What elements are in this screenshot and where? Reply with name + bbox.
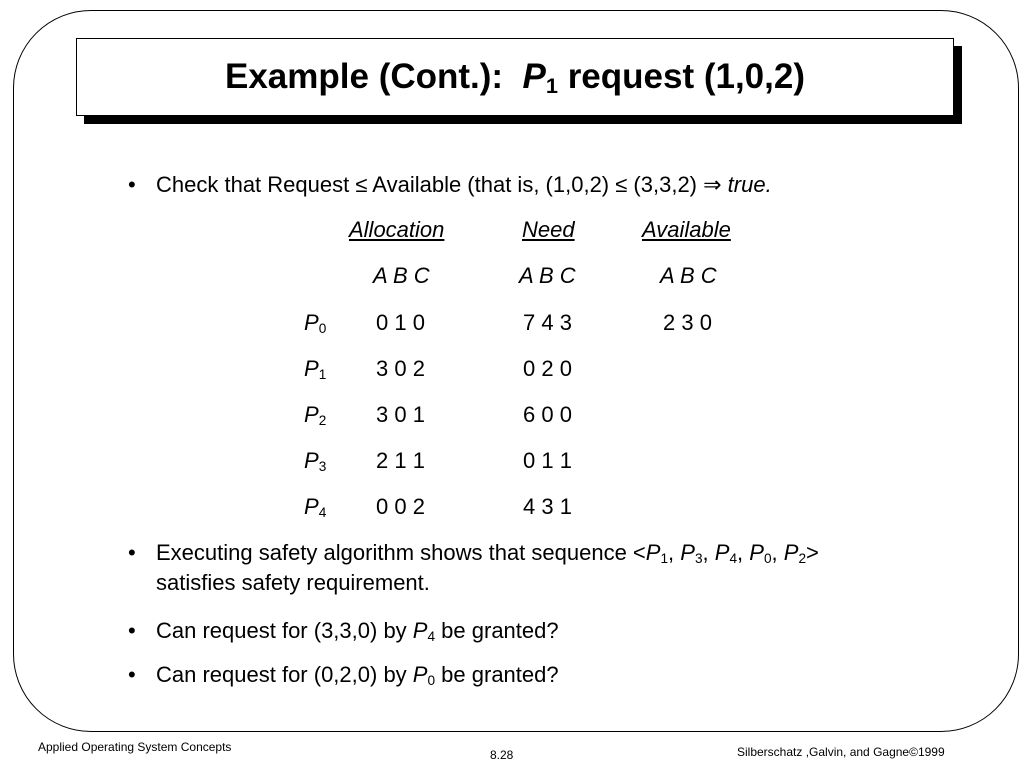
- subheader-need: A B C: [519, 263, 576, 288]
- row-process-p3: $P_3$: [304, 448, 327, 474]
- title-process-sub: 1: [545, 72, 558, 98]
- cell-available-p0: 2 3 0: [663, 310, 712, 335]
- header-need: Need: [522, 217, 575, 242]
- subheader-allocation: A B C: [373, 263, 430, 288]
- bullet-4-text: Can request for (0,2,0) by $P_0$ be granted?: [156, 662, 559, 688]
- header-available: Available: [642, 217, 731, 242]
- title-process: P: [522, 57, 546, 96]
- bullet-marker: •: [128, 172, 136, 197]
- cell-need-p1: 0 2 0: [523, 356, 572, 381]
- bullet-marker: •: [128, 540, 136, 565]
- cell-allocation-p0: 0 1 0: [376, 310, 425, 335]
- footer-right: Silberschatz ,Galvin, and Gagne©1999: [737, 745, 945, 759]
- cell-need-p3: 0 1 1: [523, 448, 572, 473]
- row-process-p4: $P_4$: [304, 494, 327, 520]
- slide-title: [225, 57, 805, 97]
- row-process-p0: $P_0$: [304, 310, 327, 336]
- bullet-marker: •: [128, 618, 136, 643]
- row-process-p1: $P_1$: [304, 356, 327, 382]
- bullet-3-text: Can request for (3,3,0) by $P_4$ be granted?: [156, 618, 559, 644]
- footer-left: Applied Operating System Concepts: [38, 740, 232, 754]
- bullet-1-text: [156, 170, 772, 200]
- bullet-2-line-1: Executing safety algorithm shows that sequence $<P_1$, $P_3$, $P_4$, $P_0$, $P_2>$: [156, 540, 819, 566]
- title-prefix: Example (Cont.):: [225, 57, 504, 96]
- bullet-marker: •: [128, 662, 136, 687]
- footer-page-number: 8.28: [490, 748, 514, 762]
- row-process-p2: $P_2$: [304, 402, 327, 428]
- cell-need-p2: 6 0 0: [523, 402, 572, 427]
- subheader-available: A B C: [660, 263, 717, 288]
- cell-allocation-p4: 0 0 2: [376, 494, 425, 519]
- title-box: [76, 38, 954, 116]
- bullet-1-emph: true.: [727, 172, 772, 197]
- header-allocation: Allocation: [349, 217, 445, 242]
- title-suffix: request (1,0,2): [567, 57, 805, 96]
- cell-allocation-p2: 3 0 1: [376, 402, 425, 427]
- bullet-1-body: Check that Request ≤ Available (that is, (1,0,2) ≤ (3,3,2) ⇒: [156, 172, 728, 197]
- cell-need-p0: 7 4 3: [523, 310, 572, 335]
- bullet-2-line-2: satisfies safety requirement.: [156, 570, 430, 595]
- cell-allocation-p3: 2 1 1: [376, 448, 425, 473]
- cell-allocation-p1: 3 0 2: [376, 356, 425, 381]
- cell-need-p4: 4 3 1: [523, 494, 572, 519]
